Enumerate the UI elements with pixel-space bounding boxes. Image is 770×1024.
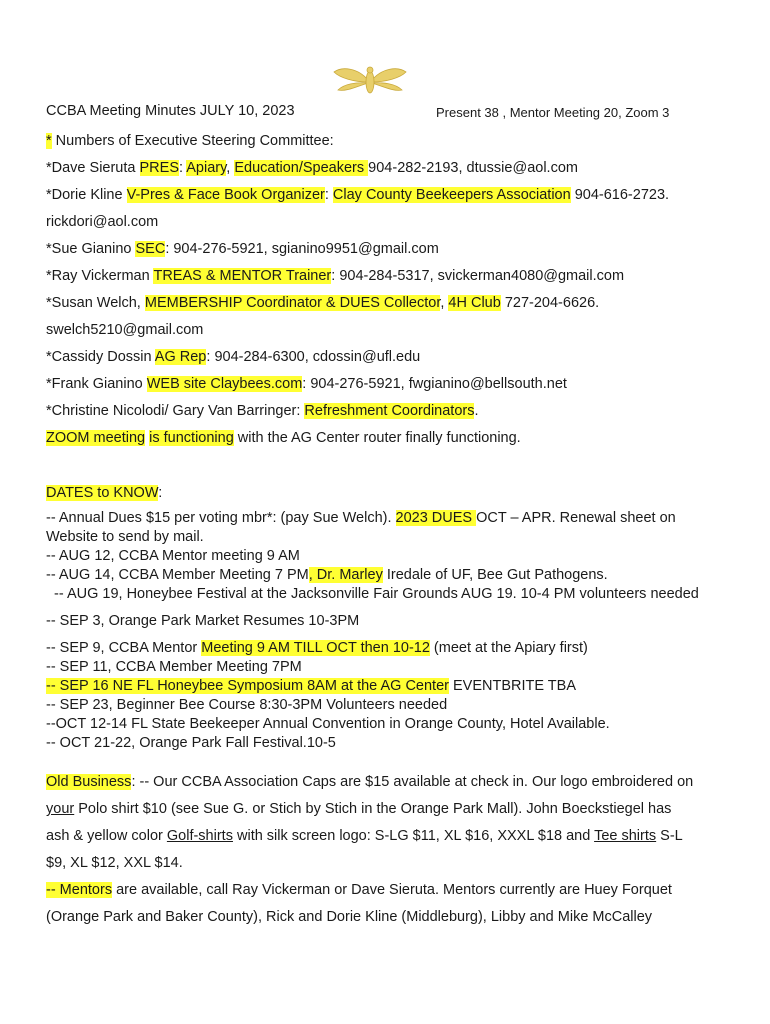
dates-heading: DATES to KNOW:	[46, 485, 163, 501]
zoom-status: ZOOM meeting is functioning with the AG Center router finally functioning.	[46, 430, 521, 446]
date-aug12: -- AUG 12, CCBA Mentor meeting 9 AM	[46, 548, 300, 564]
date-sep16: -- SEP 16 NE FL Honeybee Symposium 8AM at the AG Center EVENTBRITE TBA	[46, 678, 577, 694]
date-sep9: -- SEP 9, CCBA Mentor Meeting 9 AM TILL OCT then 10-12 (meet at the Apiary first)	[46, 640, 588, 656]
committee-email-dorie: rickdori@aol.com	[46, 214, 159, 230]
committee-member-ray: *Ray Vickerman TREAS & MENTOR Trainer: 904-284-5317, svickerman4080@gmail.com	[46, 268, 625, 284]
old-business-line3: ash & yellow color Golf-shirts with silk screen logo: S-LG $11, XL $16, XXXL $18 and Tee shirts S-L	[46, 828, 683, 844]
date-dues-cont: Website to send by mail.	[46, 529, 204, 545]
committee-member-sue: *Sue Gianino SEC: 904-276-5921, sgianino9951@gmail.com	[46, 241, 439, 257]
date-aug19: -- AUG 19, Honeybee Festival at the Jacksonville Fair Grounds AUG 19. 10-4 PM volunteers needed	[46, 586, 699, 602]
committee-member-dave: *Dave Sieruta PRES: Apiary, Education/Speakers 904-282-2193, dtussie@aol.com	[46, 160, 578, 176]
committee-member-cassidy: *Cassidy Dossin AG Rep: 904-284-6300, cdossin@ufl.edu	[46, 349, 421, 365]
date-oct21: -- OCT 21-22, Orange Park Fall Festival.10-5	[46, 735, 336, 751]
date-aug14: -- AUG 14, CCBA Member Meeting 7 PM, Dr. Marley Iredale of UF, Bee Gut Pathogens.	[46, 567, 608, 583]
date-dues: -- Annual Dues $15 per voting mbr*: (pay Sue Welch). 2023 DUES OCT – APR. Renewal sheet on	[46, 510, 676, 526]
old-business-label: Old Business	[46, 774, 132, 790]
committee-member-frank: *Frank Gianino WEB site Claybees.com: 904-276-5921, fwgianino@bellsouth.net	[46, 376, 567, 392]
old-business-line5: -- Mentors are available, call Ray Vickerman or Dave Sieruta. Mentors currently are Huey Forquet	[46, 882, 672, 898]
date-sep23: -- SEP 23, Beginner Bee Course 8:30-3PM Volunteers needed	[46, 697, 448, 713]
attendance-summary: Present 38 , Mentor Meeting 20, Zoom 3	[436, 105, 670, 120]
old-business-line1: Old Business: -- Our CCBA Association Caps are $15 available at check in. Our logo embroidered on	[46, 774, 694, 790]
document-title: CCBA Meeting Minutes JULY 10, 2023	[46, 103, 295, 119]
committee-member-christine: *Christine Nicolodi/ Gary Van Barringer: Refreshment Coordinators.	[46, 403, 479, 419]
committee-email-susan: swelch5210@gmail.com	[46, 322, 204, 338]
old-business-line6: (Orange Park and Baker County), Rick and Dorie Kline (Middleburg), Libby and Mike McCalley	[46, 909, 653, 925]
date-sep3: -- SEP 3, Orange Park Market Resumes 10-3PM	[46, 613, 360, 629]
old-business-line2: your Polo shirt $10 (see Sue G. or Stich by Stich in the Orange Park Mall). John Boeckstiegel has	[46, 801, 672, 817]
date-oct12: --OCT 12-14 FL State Beekeeper Annual Convention in Orange County, Hotel Available.	[46, 716, 610, 732]
committee-member-dorie: *Dorie Kline V-Pres & Face Book Organizer: Clay County Beekeepers Association 904-616-2723.	[46, 187, 670, 203]
asterisk-marker: *	[46, 133, 52, 149]
date-sep11: -- SEP 11, CCBA Member Meeting 7PM	[46, 659, 302, 675]
old-business-line4: $9, XL $12, XXL $14.	[46, 855, 183, 871]
committee-heading: * Numbers of Executive Steering Committee:	[46, 133, 334, 149]
bee-logo-icon	[330, 64, 410, 98]
committee-member-susan: *Susan Welch, MEMBERSHIP Coordinator & DUES Collector, 4H Club 727-204-6626.	[46, 295, 600, 311]
